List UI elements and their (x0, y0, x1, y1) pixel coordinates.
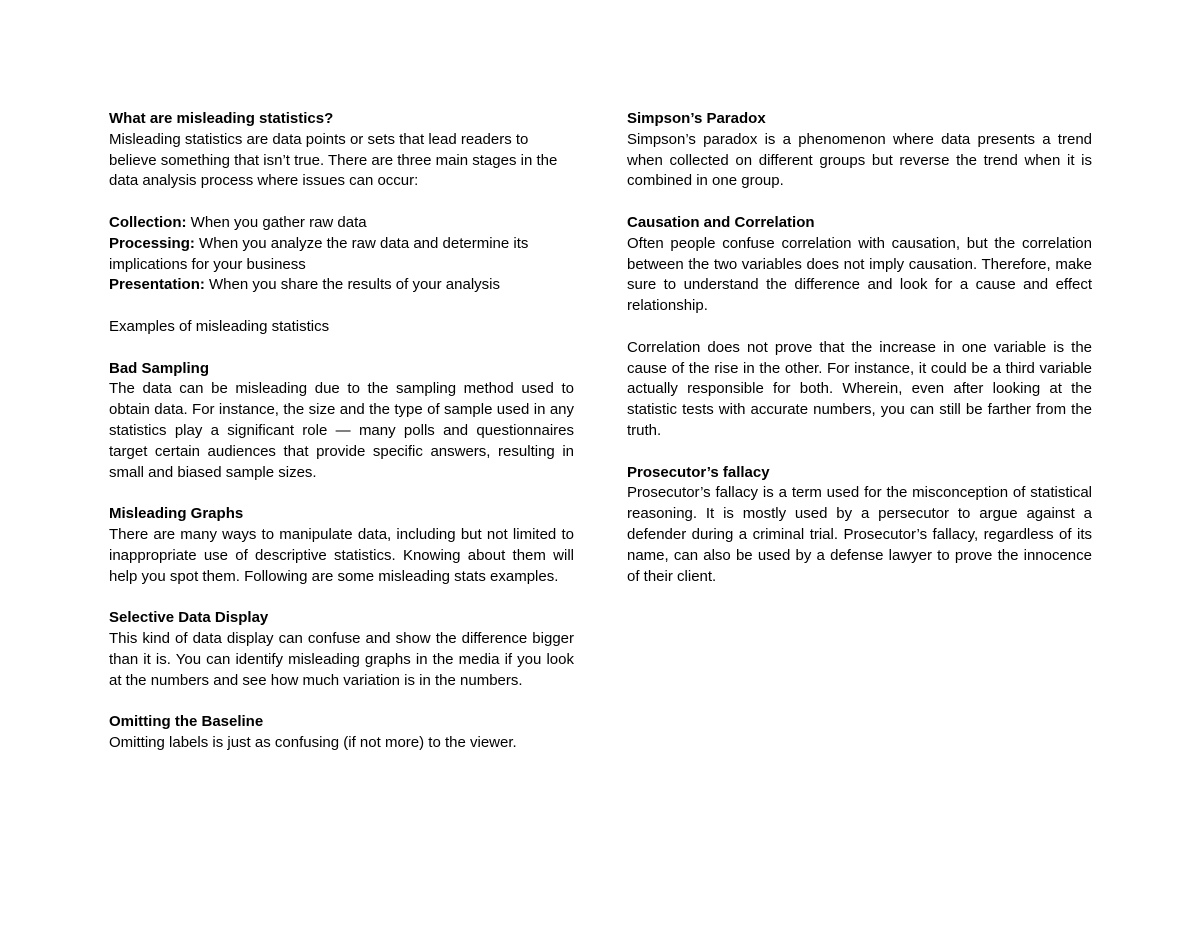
section-selective-data-display (109, 608, 574, 691)
section-text: The data can be misleading due to the sampling method used to obtain data. For instance, the size and the type of sample used in any statistics play a significant role — many polls and questionnaires target certain audiences that provide specific answers, resulting in small and biased sample sizes. (109, 380, 574, 481)
stage-text: When you share the results of your analysis (204, 276, 501, 294)
section-text: Prosecutor’s fallacy is a term used for the misconception of statistical reasoning. It is mostly used by a persecutor to argue against a defender during a criminal trial. Prosecutor’s fallacy, regardless of its name, can also be used by a defense lawyer to prove the innocence of their client. (627, 484, 1092, 585)
section-text: Often people confuse correlation with causation, but the correlation between the two variables does not imply causation. Therefore, make sure to understand the difference and look for a cause and effect relationship. (627, 234, 1092, 315)
stage-text: When you analyze the raw data and determine its implications for your business (109, 234, 529, 273)
stage-collection (109, 213, 574, 234)
stages-list (109, 213, 574, 296)
section-heading: Misleading Graphs (109, 505, 244, 523)
intro-section (109, 109, 574, 192)
section-heading: Bad Sampling (109, 359, 210, 377)
section-simpsons-paradox (627, 109, 1092, 192)
section-misleading-graphs (109, 504, 574, 587)
stage-term: Processing: (109, 234, 195, 252)
left-column (109, 109, 574, 775)
paragraph-spacer (627, 317, 1092, 338)
section-text: This kind of data display can confuse and show the difference bigger than it is. You can identify misleading graphs in the media if you look at the numbers and see how much variation is in the numbers. (109, 629, 574, 689)
stage-processing (109, 234, 574, 276)
section-heading: Selective Data Display (109, 609, 269, 627)
section-causation-correlation (627, 213, 1092, 442)
examples-line: Examples of misleading statistics (109, 317, 330, 335)
section-text: Omitting labels is just as confusing (if not more) to the viewer. (109, 733, 517, 751)
section-heading: Causation and Correlation (627, 213, 815, 231)
section-text: There are many ways to manipulate data, including but not limited to inappropriate use of descriptive statistics. Knowing about them will help you spot them. Following are some misleading stats examples. (109, 525, 574, 585)
section-heading: Prosecutor’s fallacy (627, 463, 770, 481)
section-text: Correlation does not prove that the increase in one variable is the cause of the rise in the other. For instance, it could be a third variable actually responsible for both. Wherein, even after looking at the statistic tests with accurate numbers, you can still be farther from the truth. (627, 338, 1092, 439)
stage-term: Presentation: (109, 276, 205, 294)
section-bad-sampling (109, 359, 574, 484)
stage-term: Collection: (109, 213, 187, 231)
intro-text: Misleading statistics are data points or sets that lead readers to believe something that isn’t true. There are three main stages in the data analysis process where issues can occur: (109, 130, 558, 190)
section-prosecutors-fallacy (627, 463, 1092, 588)
stage-text: When you gather raw data (186, 213, 367, 231)
right-column (627, 109, 1092, 608)
intro-heading: What are misleading statistics? (109, 110, 334, 127)
examples-section (109, 317, 574, 338)
section-heading: Simpson’s Paradox (627, 110, 766, 127)
stage-presentation (109, 275, 574, 296)
section-omitting-baseline (109, 712, 574, 754)
section-heading: Omitting the Baseline (109, 713, 264, 731)
section-text: Simpson’s paradox is a phenomenon where data presents a trend when collected on different groups but reverse the trend when it is combined in one group. (627, 130, 1092, 190)
